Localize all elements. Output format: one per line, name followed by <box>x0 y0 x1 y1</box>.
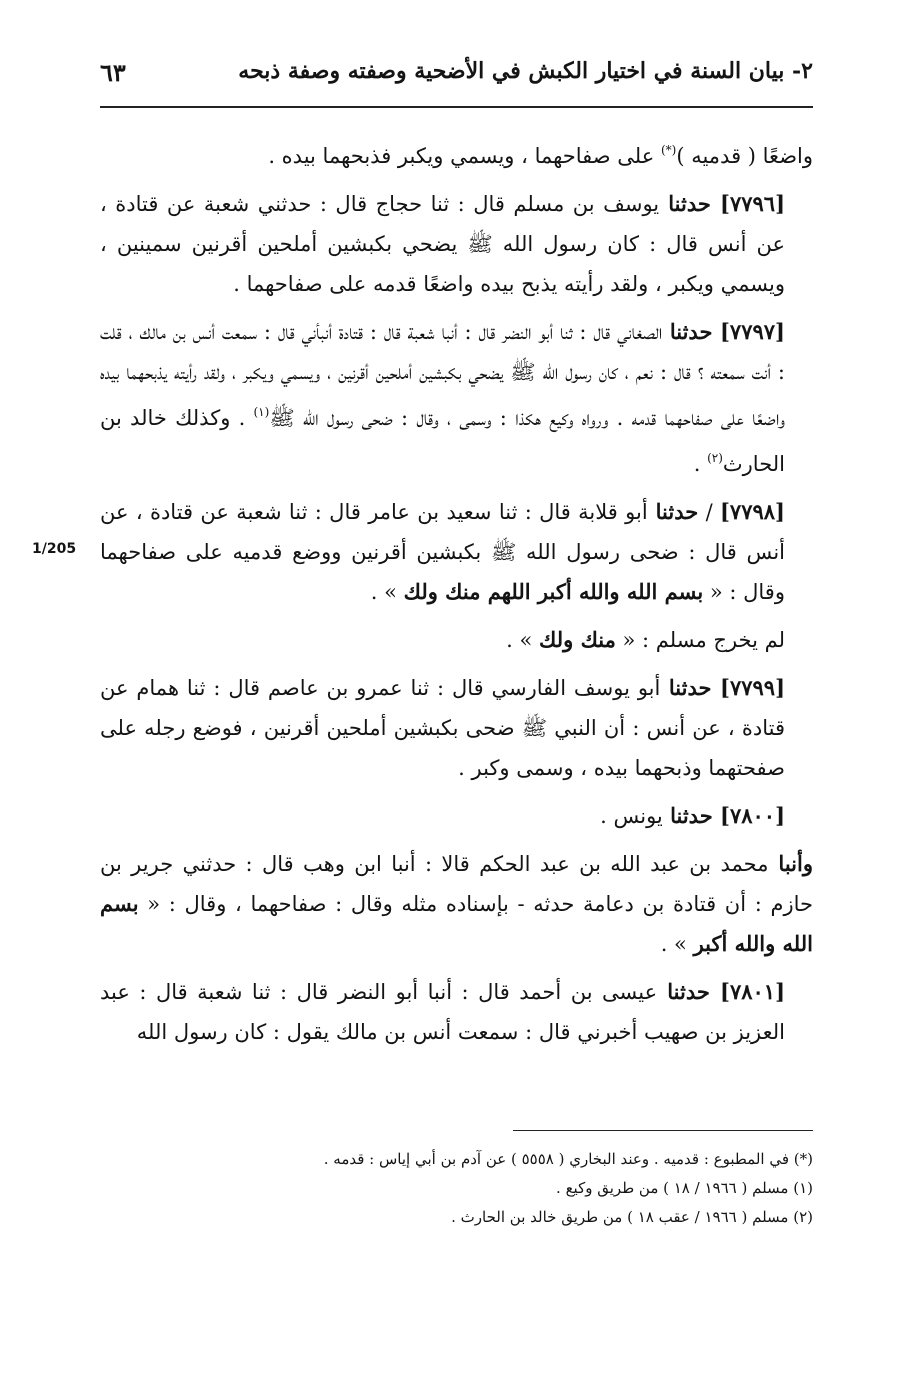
paragraph <box>100 844 813 964</box>
text-run: أبو قلابة قال : ثنا سعيد بن عامر قال : ثنا شعبة عن قتادة ، عن أنس قال : ضحى رسول الله ﷺ بكبشين أقرنين ووضع قدميه على صفاحهما وقال : « <box>100 500 785 604</box>
paragraph <box>100 796 813 836</box>
text-run: محمد بن عبد الله بن عبد الحكم قالا : أنبا ابن وهب قال : حدثني جرير بن حازم : أن قتادة بن دعامة حدثه - بإسناده مثله وقال : صفاحهما ، وقال : « <box>100 852 813 916</box>
text-run: لم يخرج مسلم : « <box>615 628 785 652</box>
main-text <box>100 130 813 1060</box>
text-run: الصغاني قال : ثنا أبو النضر قال : أنبا شعبة قال : قتادة أنبأني قال : سمعت أنس بن مالك ، قلت : أنت سمعته ؟ قال : نعم ، كان رسول الله ﷺ يضحي بكبشين أملحين أقرنين ، ويسمي ويكبر ، ولقد رأيته يذبحهما بيده واضعًا على صفاحهما قدمه . ورواه وكيع هكذا : وسمى ، وقال : ضحى رسول الله ﷺ <box>100 320 785 430</box>
text-run: » . <box>370 580 404 604</box>
text-run: . <box>693 452 708 476</box>
text-run: عيسى بن أحمد قال : أنبا أبو النضر قال : ثنا شعبة قال : عبد العزيز بن صهيب أخبرني قال : سمعت أنس بن مالك يقول : كان رسول الله <box>100 980 785 1044</box>
footnote-ref: (*) <box>660 143 677 157</box>
text-run: » . <box>660 932 694 956</box>
narration-keyword: حدثنا <box>660 675 720 700</box>
text-run: يوسف بن مسلم قال : ثنا حجاج قال : حدثني شعبة عن قتادة ، عن أنس قال : كان رسول الله ﷺ يضحي بكبشين أملحين أقرنين سمينين ، ويسمي ويكبر ، ولقد رأيته يذبح بيده واضعًا قدمه على صفاحهما . <box>100 192 785 296</box>
footnote: (*) في المطبوع : قدميه . وعند البخاري ( ٥٥٥٨ ) عن آدم بن أبي إياس : قدمه . <box>323 1150 813 1168</box>
narration-keyword: حدثنا <box>659 191 720 216</box>
emphasized-text: منك ولك <box>539 627 616 652</box>
footnote-divider <box>513 1130 813 1131</box>
paragraph <box>100 668 813 788</box>
text-run: واضعًا ( قدميه ) <box>676 144 813 168</box>
narration-keyword: حدثنا <box>647 499 699 524</box>
paragraph <box>100 184 813 304</box>
footnote: (٢) مسلم ( ١٩٦٦ / عقب ١٨ ) من طريق خالد بن الحارث . <box>451 1208 813 1226</box>
narration-keyword: حدثنا <box>662 803 720 828</box>
hadith-number: [٧٧٩٧] <box>719 319 785 344</box>
hadith-number: [٧٨٠١] <box>720 979 785 1004</box>
text-run: » . <box>506 628 540 652</box>
text-run: . وكذلك خالد بن الحارث <box>100 406 785 476</box>
paragraph <box>100 312 813 484</box>
emphasized-text: بسم الله والله أكبر اللهم منك ولك <box>403 579 704 604</box>
hadith-number: [٧٧٩٩] <box>720 675 785 700</box>
emphasized-text: بسم الله والله أكبر <box>100 891 813 956</box>
text-run: أبو يوسف الفارسي قال : ثنا عمرو بن عاصم قال : ثنا همام عن قتادة ، عن أنس : أن النبي ﷺ ضحى بكبشين أملحين أقرنين ، فوضع رجله على صفحتهما وذبحهما بيده ، وسمى وكبر . <box>100 676 785 780</box>
paragraph <box>100 492 813 612</box>
footnote: (١) مسلم ( ١٩٦٦ / ١٨ ) من طريق وكيع . <box>556 1179 813 1197</box>
header-divider <box>100 106 813 108</box>
text-run: على صفاحهما ، ويسمي ويكبر فذبحهما بيده . <box>268 144 661 168</box>
text-run: يونس . <box>600 804 663 828</box>
narration-keyword: حدثنا <box>657 979 720 1004</box>
narration-keyword: وأنبا <box>768 851 813 876</box>
hadith-number: [٧٧٩٦] <box>720 191 785 216</box>
running-header <box>100 58 813 92</box>
chapter-title: ٢- بيان السنة في اختيار الكبش في الأضحية وصفته وصفة ذبحه <box>238 58 813 84</box>
hadith-number: [٧٨٠٠] <box>720 803 785 828</box>
hadith-number: [٧٧٩٨] <box>719 499 785 524</box>
margin-folio-note: 1/205 <box>32 541 77 557</box>
text-run: / <box>698 500 720 524</box>
page-number: ٦٣ <box>100 58 126 87</box>
paragraph <box>100 972 813 1052</box>
footnote-ref: (١) <box>253 405 270 419</box>
narration-keyword: حدثنا <box>662 319 720 344</box>
footnote-ref: (٢) <box>707 451 723 465</box>
footnotes <box>100 1145 813 1232</box>
paragraph <box>100 130 813 176</box>
paragraph <box>100 620 813 660</box>
